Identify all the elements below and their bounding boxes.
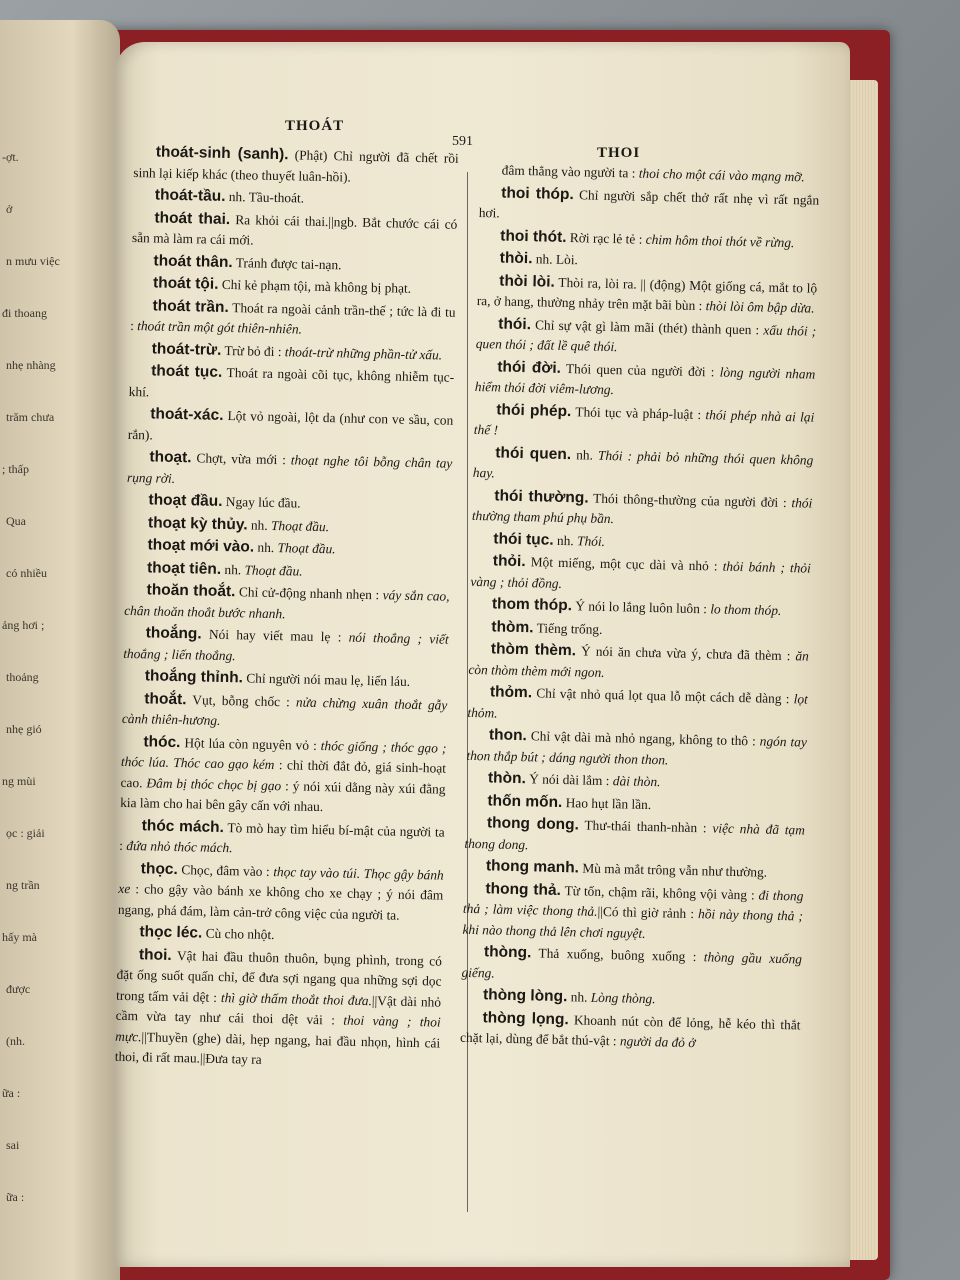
entry-example: việc nhà đã tạm thong dong. xyxy=(464,820,806,852)
entry-definition: Chợt, vừa mới : xyxy=(191,450,292,468)
left-page-fragment: sai xyxy=(6,1138,20,1152)
entry-headword: thòi. xyxy=(499,249,533,268)
entry-headword: thói. xyxy=(498,314,532,333)
entry-definition: Ý nói lo lắng luôn luôn : xyxy=(571,598,711,617)
entry-headword: thốn mốn. xyxy=(487,791,563,811)
entry-definition: Vật hai đầu thuôn thuôn, bụng phình, trong có đặt ống suốt quấn chỉ, để đưa sợi ngang qua những sợi dọc trong tấm vải dệt : xyxy=(115,947,443,1005)
entry-definition: Ra khỏi cái thai.||ngb. Bắt chước cái có sẵn mà làm ra cái mới. xyxy=(131,211,458,248)
entry-definition: Trừ bỏ đi : xyxy=(221,342,286,359)
entry-example: dài thòn. xyxy=(612,773,661,790)
entry-definition: (Phật) Chỉ người đã chết rồi sinh lại kiếp khác (theo thuyết luân-hồi). xyxy=(133,147,459,185)
entry-headword: thoạt kỳ thủy. xyxy=(147,513,248,533)
entry-definition: Khoanh nút còn để lỏng, hễ kéo thì thắt chặt lại, dùng để bắt thú-vật : xyxy=(459,1011,801,1049)
left-page-fragment: được xyxy=(6,982,31,996)
dictionary-entry xyxy=(123,623,449,671)
entry-headword: thoát tội. xyxy=(152,274,219,293)
entry-headword: thong thả. xyxy=(485,879,562,899)
entry-headword: thói đời. xyxy=(497,357,562,377)
entry-headword: thoát-tầu. xyxy=(154,186,226,205)
entry-headword: thoi thóp. xyxy=(501,183,574,203)
entry-definition: Ngay lúc đầu. xyxy=(222,493,301,511)
left-page-fragment: thoảng xyxy=(6,670,39,684)
dictionary-entry xyxy=(466,725,807,774)
entry-example: lo thom thóp. xyxy=(710,601,782,618)
entry-example: thọc tay vào túi. Thọc gậy bánh xe xyxy=(118,863,444,897)
dictionary-entry xyxy=(128,404,454,452)
entry-definition: Chỉ kẻ phạm tội, mà không bị phạt. xyxy=(218,276,412,296)
entry-headword: thói thường. xyxy=(494,486,589,507)
entry-headword: thỏi. xyxy=(492,552,526,571)
entry-definition: Thòi ra, lòi ra. || (động) Một giống cá, mắt to lộ ra, ở hang, thường nhảy trên mặt bãi bùn : xyxy=(476,274,818,314)
entry-headword: thòm. xyxy=(491,617,534,636)
entry-example: hồi này thong thả ; khi nào thong thả lên chơi nguyệt. xyxy=(462,906,804,941)
entry-headword: thon. xyxy=(488,726,528,745)
left-page-fragment: ữa : xyxy=(2,1086,21,1100)
left-page-fragment: ở xyxy=(6,202,13,216)
dictionary-entry xyxy=(115,944,443,1074)
entry-example: thòng gầu xuống giếng. xyxy=(461,949,803,981)
dictionary-entry xyxy=(124,580,450,628)
entry-headword: thòng lọng. xyxy=(482,1008,569,1028)
dictionary-entry xyxy=(476,313,817,362)
left-page-fragment: nhẹ gió xyxy=(6,722,42,736)
entry-headword: thoạt mới vào. xyxy=(147,536,255,556)
entry-example: thoát-trừ những phần-tử xấu. xyxy=(284,343,443,362)
left-column xyxy=(115,142,459,1076)
entry-headword: thoạt tiên. xyxy=(146,558,222,578)
entry-headword: thoát-sinh (sanh). xyxy=(155,143,289,164)
right-column xyxy=(460,160,820,1058)
entry-headword: thòng. xyxy=(483,943,532,962)
entry-definition: nh. xyxy=(570,446,599,463)
left-page-fragment: ữa : xyxy=(6,1190,25,1204)
entry-example: lòng người nham hiểm thói đời viêm-lương. xyxy=(474,363,816,398)
entry-definition: Ý nói ăn chưa vừa ý, chưa đã thèm : xyxy=(575,643,796,664)
dictionary-entry xyxy=(473,442,814,491)
entry-example: Thoạt đầu. xyxy=(244,561,303,579)
entry-example: thì giờ thấm thoắt thoi đưa. xyxy=(220,989,373,1008)
entry-headword: thoát-trừ. xyxy=(151,339,222,359)
entry-definition: đâm thẳng vào người ta : xyxy=(501,162,639,181)
dictionary-entry xyxy=(122,688,448,736)
entry-example: đứa nhỏ thóc mách. xyxy=(126,837,233,856)
entry-headword: thỏm. xyxy=(489,683,533,702)
entry-definition: nh. xyxy=(254,539,278,556)
entry-definition: Chỉ vật dài mà nhỏ ngang, không to thô : xyxy=(526,728,760,749)
entry-example: Lòng thòng. xyxy=(590,989,656,1007)
entry-example: thóc giống ; thóc gạo ; thóc lúa. Thóc cao gạo kém xyxy=(120,737,447,773)
entry-example: ăn còn thòm thèm mới ngon. xyxy=(468,648,809,680)
dictionary-entry xyxy=(464,813,805,862)
entry-definition: Thả xuống, buông xuống : xyxy=(531,945,705,965)
entry-example: thói phép nhà ai lại thế ! xyxy=(473,406,815,438)
entry-definition: Ý nói dài lắm : xyxy=(525,771,614,789)
dictionary-entry xyxy=(130,295,456,343)
entry-definition: Thư-thái thanh-nhàn : xyxy=(578,817,713,836)
entry-example: váy sắn cao, chân thoăn thoắt bước nhanh. xyxy=(124,587,450,621)
left-page-fragment: ọc : giải xyxy=(6,826,45,840)
entry-headword: thoi. xyxy=(138,945,172,964)
dictionary-entry xyxy=(462,878,803,947)
left-page-fragment: trăm chưa xyxy=(6,410,55,424)
entry-example: chim hôm thoi thót về rừng. xyxy=(645,231,795,250)
entry-example: thoi cho một cái vào mạng mỡ. xyxy=(638,165,805,185)
entry-definition: Thói tục và pháp-luật : xyxy=(571,403,706,422)
left-page-fragment: ng mùi xyxy=(2,774,36,788)
entry-headword: thọc léc. xyxy=(139,923,203,942)
entry-headword: thoạt. xyxy=(149,448,192,467)
entry-definition: nh. Lòi. xyxy=(532,251,579,268)
entry-definition: Chỉ người sắp chết thở rất nhẹ vì rất ngắn hơi. xyxy=(478,186,820,221)
dictionary-entry xyxy=(468,639,809,688)
entry-definition: nh. xyxy=(247,516,272,533)
dictionary-entry xyxy=(470,551,811,600)
entry-headword: thói phép. xyxy=(496,400,572,420)
guide-word-left: THOÁT xyxy=(285,118,345,134)
entry-example: người da đỏ ở xyxy=(619,1033,696,1051)
dictionary-entry xyxy=(472,485,813,534)
entry-definition: Thoát ra ngoài cảnh trần-thế ; tức là đi tu : xyxy=(130,299,456,334)
left-page-fragment: n mưu việc xyxy=(6,254,60,268)
dictionary-entry xyxy=(477,270,818,319)
dictionary-entry xyxy=(133,142,459,190)
entry-headword: thòn. xyxy=(487,769,527,788)
entry-headword: thòi lòi. xyxy=(499,271,556,291)
entry-definition: Rời rạc lẻ tẻ : xyxy=(566,229,646,247)
dictionary-entry xyxy=(461,942,802,991)
entry-definition: ||Có thì giờ rảnh : xyxy=(597,903,699,922)
entry-headword: thoát-xác. xyxy=(150,405,224,424)
entry-definition: Vụt, bỗng chốc : xyxy=(186,691,297,710)
entry-headword: thoát thân. xyxy=(153,251,233,271)
entry-headword: thong dong. xyxy=(486,814,580,834)
left-page-fragment: nhẹ nhàng xyxy=(6,358,56,372)
entry-definition: nh. xyxy=(553,532,578,548)
entry-definition: : cho gậy vào bánh xe không cho xe chạy ; ý nói đâm ngang, phá đám, làm cản-trở công việc của người ta. xyxy=(117,881,444,923)
entry-example: thòi lòi ôm bập dừa. xyxy=(705,298,815,316)
left-page-fragment: hấy mà xyxy=(2,930,37,944)
entry-headword: thòm thèm. xyxy=(490,640,577,660)
entry-headword: thóc mách. xyxy=(141,816,225,836)
dictionary-entry xyxy=(118,858,444,926)
entry-headword: thoắt. xyxy=(144,689,187,708)
entry-definition: ||Vật dài nhỏ cầm vừa tay như cái thoi dệt vải : xyxy=(115,992,442,1028)
dictionary-entry xyxy=(475,356,816,405)
dictionary-entry xyxy=(129,361,455,409)
entry-example: Thói : phải bỏ những thói quen không hay. xyxy=(472,447,814,481)
entry-headword: thòng lòng. xyxy=(482,986,568,1006)
entry-headword: thoát thai. xyxy=(154,208,231,228)
dictionary-entry xyxy=(467,682,808,731)
entry-definition: Chỉ người nói mau lẹ, liến láu. xyxy=(242,670,411,689)
entry-definition: : ý nói xúi dằng này xúi đằng kia làm cho hai bên gây cấn với nhau. xyxy=(120,777,446,815)
entry-headword: thọc. xyxy=(140,859,178,878)
entry-example: thói thường tham phú phụ bần. xyxy=(471,494,813,527)
entry-definition: Chỉ vật nhỏ quá lọt qua lỗ một cách dễ dàng : xyxy=(531,685,794,707)
entry-headword: thoăn thoắt. xyxy=(146,581,236,601)
dictionary-entry xyxy=(479,182,820,231)
left-page-fragment: có nhiều xyxy=(6,566,47,580)
entry-example: thoạt nghe tôi bỗng chân tay rụng rời. xyxy=(126,452,453,486)
entry-example: Thói. xyxy=(576,532,606,549)
dictionary-entry xyxy=(119,815,445,863)
entry-example: ngón tay thon thắp bút ; dáng người thon thon. xyxy=(466,733,808,767)
entry-definition: Hột lúa còn nguyên vỏ : xyxy=(180,734,321,753)
entry-definition: Thoát ra ngoài cõi tục, không nhiễm tục-khí. xyxy=(128,364,455,399)
entry-headword: thoắng thỉnh. xyxy=(144,667,244,687)
left-page-fragment: (nh. xyxy=(6,1034,25,1048)
dictionary-entry xyxy=(127,447,453,495)
entry-definition: Tiếng trống. xyxy=(533,619,603,637)
entry-headword: thói quen. xyxy=(495,443,572,463)
entry-example: thoi vàng ; thoi mực. xyxy=(115,1012,441,1044)
entry-definition: Tò mò hay tìm hiểu bí-mật của người ta : xyxy=(119,819,445,853)
entry-definition: Chỉ cử-động nhanh nhẹn : xyxy=(235,584,383,603)
entry-definition: Tránh được tai-nạn. xyxy=(232,254,342,272)
entry-headword: thong manh. xyxy=(485,857,580,877)
dictionary-entry xyxy=(120,731,447,820)
entry-headword: thoát tục. xyxy=(151,362,223,381)
guide-word-right: THOI xyxy=(597,145,641,161)
entry-definition: Thói thông-thường của người đời : xyxy=(588,490,792,510)
entry-example: nói thoắng ; viết thoắng ; liến thoắng. xyxy=(123,629,449,663)
page-number: 591 xyxy=(452,134,473,149)
left-page-fragment: ảng hơi ; xyxy=(2,618,45,632)
left-page-fragment: ng trần xyxy=(6,878,40,892)
entry-definition: Một miếng, một cục dài và nhỏ : xyxy=(525,554,723,574)
entry-definition: ||Thuyền (ghe) dài, hẹp ngang, hai đầu nhọn, hình cái thoi, đi rất mau.||Đưa tay ra xyxy=(114,1028,441,1067)
entry-headword: thoi thót. xyxy=(500,226,567,246)
entry-definition: Mù mà mắt trông vẫn như thường. xyxy=(578,860,768,880)
entry-headword: thói tục. xyxy=(493,529,554,549)
entry-definition: Chỉ sự vật gì làm mãi (thét) thành quen : xyxy=(530,316,764,337)
entry-definition: Từ tốn, chậm rãi, không vội vàng : xyxy=(560,882,759,903)
entry-definition: : chỉ thời đắt đỏ, giá sinh-hoạt cao. xyxy=(120,757,447,790)
entry-example: xấu thói ; quen thói ; đất lề quê thói. xyxy=(475,321,817,355)
entry-example: Thoạt đầu. xyxy=(270,517,330,534)
dictionary-entry xyxy=(474,399,815,448)
entry-example: Thoạt đầu. xyxy=(277,540,336,557)
left-page-fragment: ; thấp xyxy=(2,462,29,476)
entry-example: Đâm bị thóc chọc bị gạo xyxy=(146,774,282,793)
entry-definition: Nói hay viết mau lẹ : xyxy=(201,626,349,645)
entry-headword: thóc. xyxy=(143,732,181,751)
entry-definition: nh. Tầu-thoát. xyxy=(225,188,305,206)
entry-example: lọt thỏm. xyxy=(467,691,809,721)
entry-definition: Thói quen của người đời : xyxy=(560,360,720,379)
entry-headword: thoát trần. xyxy=(152,296,229,316)
entry-definition: nh. xyxy=(567,989,592,1005)
entry-definition: Lột vỏ ngoài, lột da (như con ve sầu, con rắn). xyxy=(127,407,454,442)
entry-headword: thoạt đầu. xyxy=(148,491,223,510)
entry-definition: Hao hụt lần lần. xyxy=(562,794,652,812)
entry-headword: thoắng. xyxy=(145,624,202,643)
entry-example: đi thong thả ; làm việc thong thả. xyxy=(462,887,804,919)
entry-example: thoát trần một gót thiên-nhiên. xyxy=(137,318,303,337)
left-page xyxy=(0,20,120,1280)
left-page-fragment: đi thoang xyxy=(2,306,47,320)
entry-definition: Chọc, đâm vào : xyxy=(177,861,274,879)
entry-example: thỏi bánh ; thỏi vàng ; thỏi đồng. xyxy=(470,558,811,591)
dictionary-entry xyxy=(460,1007,801,1056)
left-page-fragment: Qua xyxy=(6,514,26,528)
entry-definition: nh. xyxy=(220,561,245,577)
entry-headword: thom thóp. xyxy=(491,595,573,615)
entry-definition: Cù cho nhột. xyxy=(202,925,275,943)
entry-example: nửa chừng xuân thoắt gẫy cành thiên-hương. xyxy=(121,694,448,728)
dictionary-entry xyxy=(132,207,458,255)
left-page-fragment: -ợt. xyxy=(2,150,19,164)
